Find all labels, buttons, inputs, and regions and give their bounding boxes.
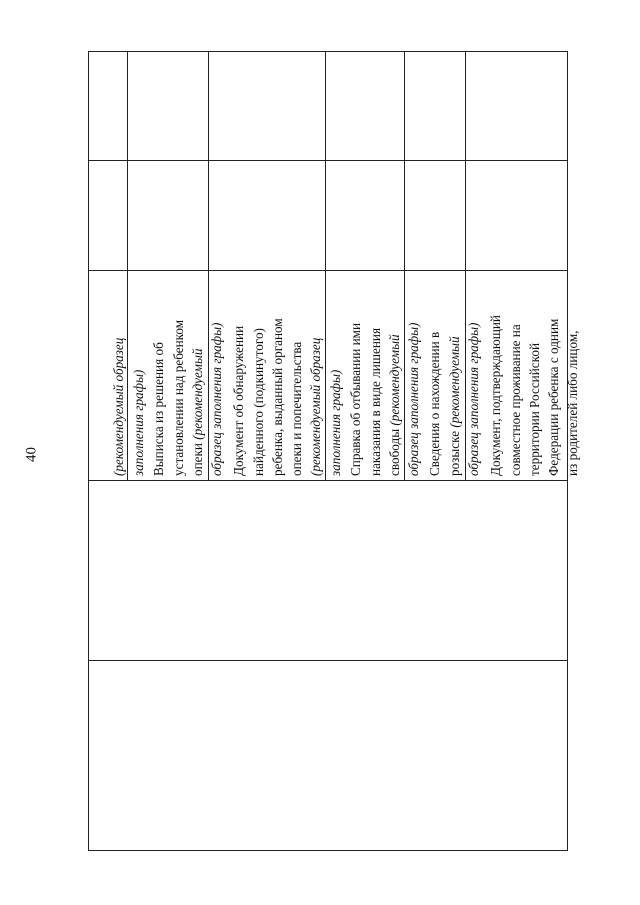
column-divider (88, 160, 568, 161)
document-note: (рекомендуемый образец заполнения графы) (386, 322, 422, 476)
rotated-table-page (88, 51, 581, 851)
column-divider (88, 480, 568, 481)
document-cell (210, 273, 345, 479)
document-cell (467, 273, 583, 479)
document-title: Справка об отбывании ими наказания в виде лишения свободы (348, 322, 402, 476)
document-note: (рекомендуемый образец заполнения графы) (111, 337, 146, 476)
document-title: Выписка из решения об установлении над ребенком опеки (151, 319, 205, 476)
document-title: Документ, подтверждающий совместное проживание на территории Российской Федерации ребенка с одним из родителей либо лицом, (488, 315, 581, 476)
column-divider (88, 270, 568, 271)
document-note: (рекомендуемый образец заполнения графы) (308, 337, 343, 476)
document-note: (рекомендуемый образец заполнения графы) (446, 322, 481, 476)
page-number: 40 (23, 447, 40, 462)
document-title: Сведения о нахождении в розыске (427, 331, 462, 476)
column-divider (88, 660, 568, 661)
document-title: Документ об обнаружении найденного (подкинутого) ребенка, выданный органом опеки и попечительства (231, 318, 305, 476)
document-note: (рекомендуемый образец заполнения графы) (189, 322, 225, 476)
